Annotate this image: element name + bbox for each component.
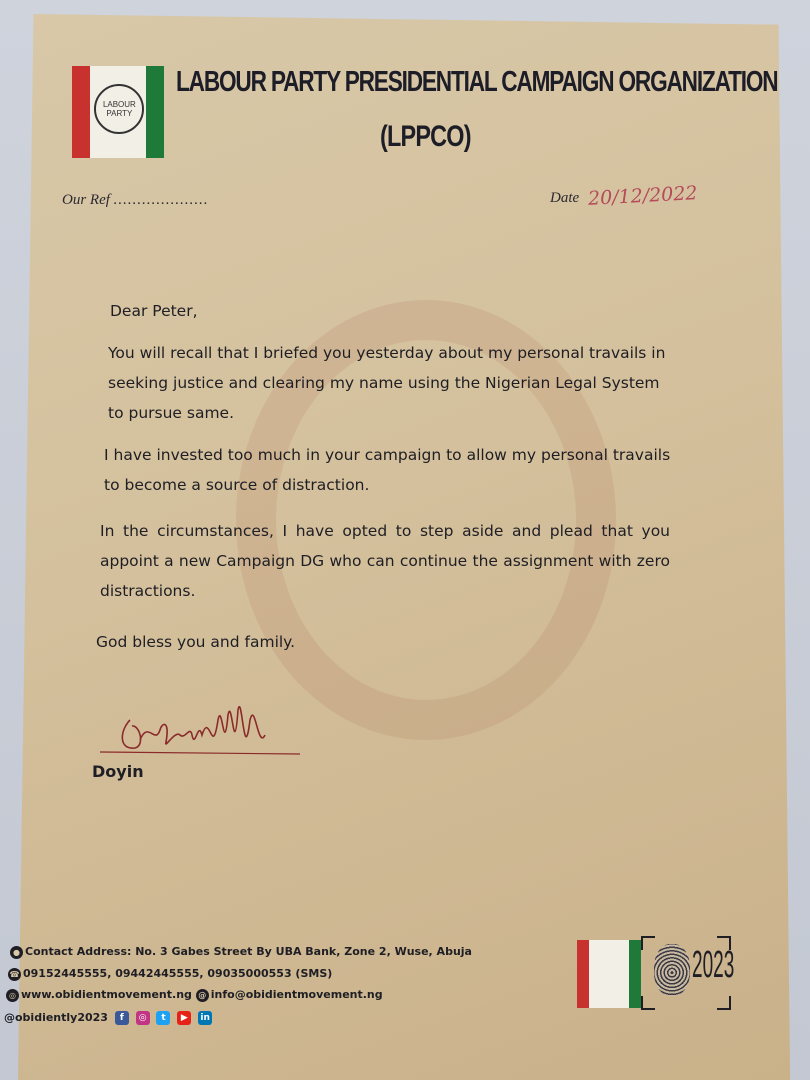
reference-line bbox=[62, 192, 209, 209]
footer-phones: ☎ 09152445555, 09442445555, 09035000553 (SMS) bbox=[9, 967, 333, 980]
paragraph-1: You will recall that I briefed you yesterday about my personal travails in seeking justice and clearing my name using the Nigerian Legal System to pursue same. bbox=[108, 344, 666, 422]
footer-social bbox=[4, 1011, 212, 1025]
social-handle: @obidiently2023 bbox=[4, 1011, 108, 1024]
twitter-icon[interactable]: t bbox=[156, 1011, 170, 1025]
email-icon: @ bbox=[196, 989, 209, 1002]
paragraph-3: In the circumstances, I have opted to step aside and plead that you appoint a new Campaign DG who can continue the assignment with zero distractions. bbox=[100, 522, 670, 600]
year-badge: 2023 bbox=[692, 944, 735, 986]
ref-dots: .................... bbox=[113, 192, 209, 208]
paragraph-2: I have invested too much in your campaign to allow my personal travails to become a source of distraction. bbox=[104, 446, 671, 494]
linkedin-icon[interactable]: in bbox=[198, 1011, 212, 1025]
date-value: 20/12/2022 bbox=[587, 182, 699, 210]
footer-party-logo bbox=[577, 940, 641, 1008]
instagram-icon[interactable]: ◎ bbox=[136, 1011, 150, 1025]
phone-icon: ☎ bbox=[9, 969, 20, 979]
date-label: Date bbox=[550, 190, 580, 206]
greeting: Dear Peter, bbox=[110, 302, 198, 320]
website-link[interactable]: www.obidientmovement.ng bbox=[21, 988, 192, 1001]
closing: God bless you and family. bbox=[96, 633, 296, 651]
facebook-icon[interactable]: f bbox=[115, 1011, 129, 1025]
email-link[interactable]: info@obidientmovement.ng bbox=[210, 988, 383, 1001]
ref-label: Our Ref bbox=[62, 192, 110, 208]
youtube-icon[interactable]: ▶ bbox=[177, 1011, 191, 1025]
letterhead-subtitle: (LPPCO) bbox=[380, 120, 471, 153]
signer-name: Doyin bbox=[92, 762, 144, 781]
logo-text: LABOUR PARTY bbox=[94, 84, 144, 134]
letterhead-title: LABOUR PARTY PRESIDENTIAL CAMPAIGN ORGANIZATION bbox=[176, 66, 778, 98]
labour-party-logo bbox=[72, 66, 164, 158]
footer-address: ● Contact Address: No. 3 Gabes Street By UBA Bank, Zone 2, Wuse, Abuja bbox=[10, 945, 472, 959]
globe-icon: ◎ bbox=[6, 989, 19, 1002]
footer-web bbox=[6, 988, 383, 1002]
location-pin-icon: ● bbox=[10, 946, 23, 959]
thumbprint-icon bbox=[654, 944, 690, 996]
